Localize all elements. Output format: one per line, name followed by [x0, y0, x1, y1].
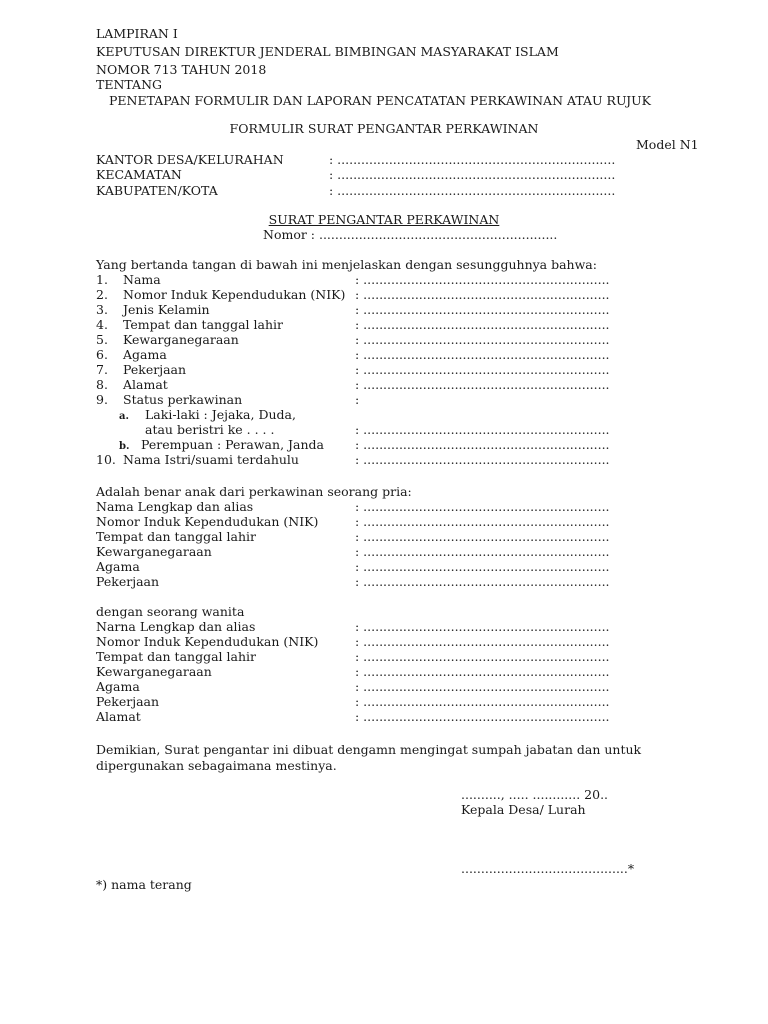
mother-label: Nomor Induk Kependudukan (NIK): [96, 634, 319, 649]
item-field[interactable]: : ..............................................................: [355, 302, 610, 317]
mother-field[interactable]: : ..............................................................: [355, 634, 610, 649]
mother-field[interactable]: : ..............................................................: [355, 679, 610, 694]
father-label: Pekerjaan: [96, 574, 160, 589]
mother-label: Narna Lengkap dan alias: [96, 619, 256, 634]
item-label: Tempat dan tanggal lahir: [123, 317, 283, 332]
father-label: Agama: [96, 559, 140, 574]
item-label: Alamat: [123, 377, 168, 392]
status-b-letter: b.: [119, 441, 130, 452]
father-intro: Adalah benar anak dari perkawinan seorang pria:: [96, 484, 412, 499]
father-field[interactable]: : ..............................................................: [355, 574, 610, 589]
father-field[interactable]: : ..............................................................: [355, 529, 610, 544]
item-label: Pekerjaan: [123, 362, 187, 377]
office-field-kecamatan[interactable]: : ......................................................................: [329, 167, 616, 182]
father-field[interactable]: : ..............................................................: [355, 544, 610, 559]
item-number: 10.: [96, 452, 116, 467]
father-label: Tempat dan tanggal lahir: [96, 529, 256, 544]
status-b-field[interactable]: : ..............................................................: [355, 437, 610, 452]
mother-label: Tempat dan tanggal lahir: [96, 649, 256, 664]
item-number: 4.: [96, 317, 108, 332]
date-line[interactable]: .........., ..... ............ 20..: [461, 787, 609, 802]
letter-number[interactable]: Nomor : ............................................................: [263, 227, 558, 242]
item-field[interactable]: : ..............................................................: [355, 362, 610, 377]
closing-line-1: Demikian, Surat pengantar ini dibuat dengamn mengingat sumpah jabatan dan untuk: [96, 742, 642, 757]
office-label-kecamatan: KECAMATAN: [96, 167, 182, 182]
item-colon: :: [355, 392, 360, 407]
mother-label: Pekerjaan: [96, 694, 160, 709]
header-line-3: NOMOR 713 TAHUN 2018: [96, 62, 267, 77]
mother-field[interactable]: : ..............................................................: [355, 619, 610, 634]
item-label: Status perkawinan: [123, 392, 243, 407]
status-b-label: Perempuan : Perawan, Janda: [141, 437, 324, 452]
status-a-letter: a.: [119, 411, 129, 422]
item-field[interactable]: : ..............................................................: [355, 452, 610, 467]
closing-line-2: dipergunakan sebagaimana mestinya.: [96, 758, 337, 773]
mother-label: Alamat: [96, 709, 141, 724]
item-number: 8.: [96, 377, 108, 392]
mother-field[interactable]: : ..............................................................: [355, 664, 610, 679]
item-label: Nomor Induk Kependudukan (NIK): [123, 287, 346, 302]
status-a-field[interactable]: : ..............................................................: [355, 422, 610, 437]
mother-intro: dengan seorang wanita: [96, 604, 245, 619]
item-field[interactable]: : ..............................................................: [355, 377, 610, 392]
item-number: 3.: [96, 302, 108, 317]
item-number: 5.: [96, 332, 108, 347]
mother-field[interactable]: : ..............................................................: [355, 694, 610, 709]
intro-text: Yang bertanda tangan di bawah ini menjelaskan dengan sesungguhnya bahwa:: [96, 257, 597, 272]
signer-title: Kepala Desa/ Lurah: [461, 802, 586, 817]
header-line-2: KEPUTUSAN DIREKTUR JENDERAL BIMBINGAN MASYARAKAT ISLAM: [96, 44, 559, 59]
office-label-kabupaten: KABUPATEN/KOTA: [96, 183, 218, 198]
office-field-kabupaten[interactable]: : ......................................................................: [329, 183, 616, 198]
item-label: Kewarganegaraan: [123, 332, 239, 347]
footnote: *) nama terang: [96, 877, 192, 892]
item-label: Jenis Kelamin: [123, 302, 210, 317]
item-field[interactable]: : ..............................................................: [355, 317, 610, 332]
header-line-1: LAMPIRAN I: [96, 26, 178, 41]
item-field[interactable]: : ..............................................................: [355, 287, 610, 302]
item-number: 2.: [96, 287, 108, 302]
mother-field[interactable]: : ..............................................................: [355, 649, 610, 664]
item-number: 6.: [96, 347, 108, 362]
office-label-desa: KANTOR DESA/KELURAHAN: [96, 152, 284, 167]
father-field[interactable]: : ..............................................................: [355, 514, 610, 529]
item-label: Nama: [123, 272, 161, 287]
item-field[interactable]: : ..............................................................: [355, 347, 610, 362]
status-a-label-2: atau beristri ke . . . .: [145, 422, 275, 437]
item-number: 9.: [96, 392, 108, 407]
father-label: Nama Lengkap dan alias: [96, 499, 254, 514]
form-title: FORMULIR SURAT PENGANTAR PERKAWINAN: [229, 121, 539, 136]
signature-line[interactable]: ..........................................*: [461, 861, 635, 876]
mother-label: Kewarganegaraan: [96, 664, 212, 679]
mother-field[interactable]: : ..............................................................: [355, 709, 610, 724]
item-label: Agama: [123, 347, 167, 362]
father-label: Nomor Induk Kependudukan (NIK): [96, 514, 319, 529]
item-field[interactable]: : ..............................................................: [355, 272, 610, 287]
item-number: 1.: [96, 272, 108, 287]
father-label: Kewarganegaraan: [96, 544, 212, 559]
item-label: Nama Istri/suami terdahulu: [123, 452, 299, 467]
office-field-desa[interactable]: : ......................................................................: [329, 152, 616, 167]
header-line-5: PENETAPAN FORMULIR DAN LAPORAN PENCATATAN PERKAWINAN ATAU RUJUK: [109, 93, 652, 108]
model-label: Model N1: [636, 137, 699, 152]
header-line-4: TENTANG: [96, 77, 163, 92]
letter-title: SURAT PENGANTAR PERKAWINAN: [268, 212, 500, 227]
item-number: 7.: [96, 362, 108, 377]
item-field[interactable]: : ..............................................................: [355, 332, 610, 347]
status-a-label-1: Laki-laki : Jejaka, Duda,: [145, 407, 296, 422]
father-field[interactable]: : ..............................................................: [355, 559, 610, 574]
father-field[interactable]: : ..............................................................: [355, 499, 610, 514]
mother-label: Agama: [96, 679, 140, 694]
